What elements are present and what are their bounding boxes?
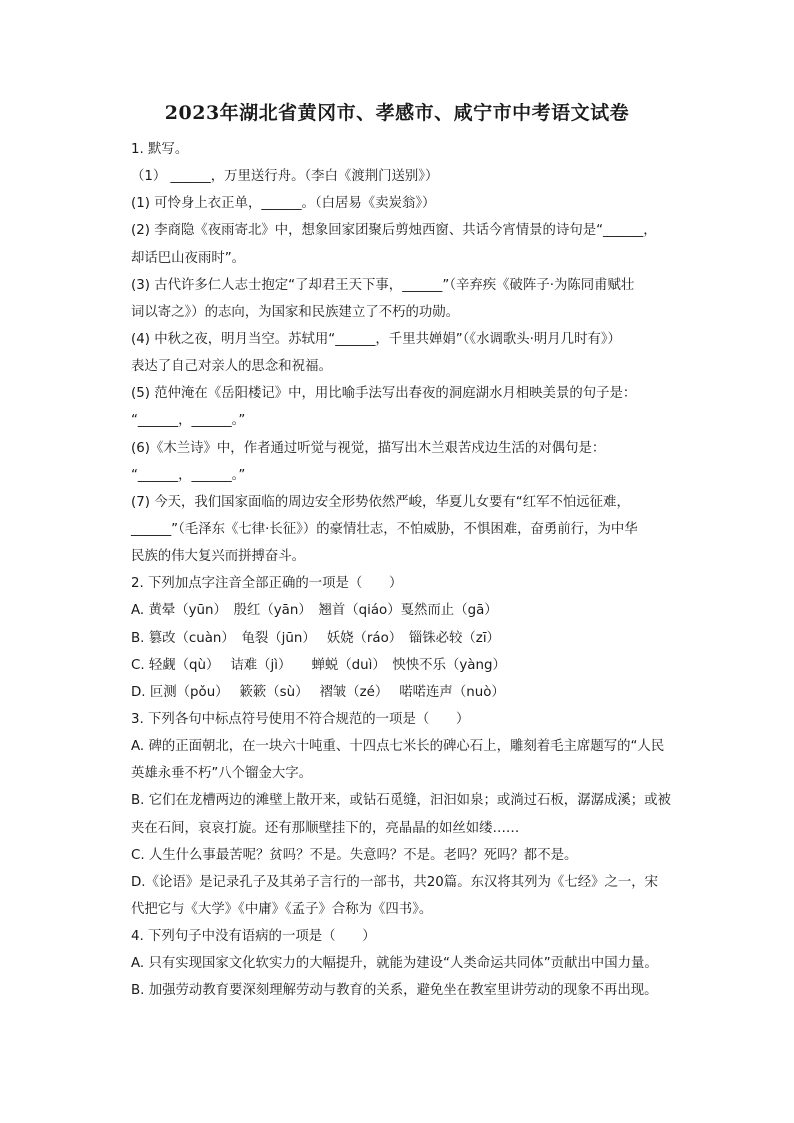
text-line: ______”（毛泽东《七律·长征》）的豪情壮志，不怕威胁，不惧困难，奋勇前行，为中华 (131, 521, 638, 537)
text-line: (1) 可怜身上衣正单，______。（白居易《卖炭翁》） (131, 196, 436, 212)
option-d: D. 叵测（pǒu） 簌簌（sù） 褶皱（zé） 喏喏连声（nuò） (131, 684, 505, 700)
text-line: (6)《木兰诗》中，作者通过听觉与视觉，描写出木兰艰苦戍边生活的对偶句是： (131, 440, 606, 456)
option-a: A. 碑的正面朝北，在一块六十吨重、十四点七米长的碑心石上，雕刻着毛主席题写的“人民 (131, 739, 665, 755)
text-line: “______，______。” (131, 413, 246, 429)
option-b: B. 篡改（cuàn） 龟裂（jūn） 妖娆（ráo） 锱铢必较（zī） (131, 630, 500, 646)
text-line: (7) 今天，我们国家面临的周边安全形势依然严峻，华夏儿女要有“红军不怕远征难， (131, 494, 630, 510)
section-heading-q1: 1. 默写。 (131, 142, 189, 157)
text-line: 夹在石间，哀哀打旋。还有那顺壁挂下的，亮晶晶的如丝如缕…… (131, 820, 520, 836)
section-heading-q3: 3. 下列各句中标点符号使用不符合规范的一项是（ ） (131, 711, 470, 727)
option-b: B. 加强劳动教育要深刻理解劳动与教育的关系，避免坐在教室里讲劳动的现象不再出现。 (131, 983, 658, 999)
text-line: (5) 范仲淹在《岳阳楼记》中，用比喻手法写出春夜的洞庭湖水月相映美景的句子是： (131, 386, 637, 402)
text-line: 词以寄之》）的志向，为国家和民族建立了不朽的功勋。 (131, 304, 460, 320)
text-line: 表达了自己对亲人的思念和祝福。 (131, 359, 332, 375)
text-line: (3) 古代许多仁人志士抱定“了却君王天下事，______”（辛弃疾《破阵子·为陈同甫赋壮 (131, 277, 635, 293)
option-d: D.《论语》是记录孔子及其弟子言行的一部书，共20篇。东汉将其列为《七经》之一，宋 (131, 874, 659, 890)
option-c: C. 轻觑（qù） 诘难（jì） 蝉蜕（duì） 怏怏不乐（yàng） (131, 657, 506, 673)
text-line: (2) 李商隐《夜雨寄北》中，想象回家团聚后剪烛西窗、共话今宵情景的诗句是“______， (131, 223, 657, 239)
text-line: （1） ______，万里送行舟。（李白《渡荆门送别》） (131, 169, 439, 185)
option-a: A. 只有实现国家文化软实力的大幅提升，就能为建设“人类命运共同体”贡献出中国力量。 (131, 956, 658, 972)
page-title: 2023年湖北省黄冈市、孝感市、咸宁市中考语文试卷 (164, 102, 630, 124)
text-line: 却话巴山夜雨时”。 (131, 250, 246, 266)
text-line: 代把它与《大学》《中庸》《孟子》合称为《四书》。 (131, 901, 433, 917)
section-heading-q2: 2. 下列加点字注音全部正确的一项是（ ） (131, 576, 403, 592)
option-c: C. 人生什么事最苦呢？贫吗？不是。失意吗？不是。老吗？死吗？都不是。 (131, 847, 578, 863)
text-line: (4) 中秋之夜，明月当空。苏轼用“______，千里共婵娟”（《水调歌头·明月几时有》） (131, 331, 621, 347)
text-line: “______，______。” (131, 467, 246, 483)
text-line: 英雄永垂不朽”八个镏金大字。 (131, 766, 313, 782)
option-b: B. 它们在龙槽两边的滩壁上散开来，或钻石觅缝，汩汩如泉；或淌过石板，潺潺成溪；或被 (131, 793, 671, 809)
option-a: A. 黄晕（yūn） 殷红（yān） 翘首（qiáo）戛然而止（gā） (131, 603, 498, 619)
document-body (131, 136, 711, 1005)
text-line: 民族的伟大复兴而拼搏奋斗。 (131, 549, 306, 565)
section-heading-q4: 4. 下列句子中没有语病的一项是（ ） (131, 929, 376, 945)
